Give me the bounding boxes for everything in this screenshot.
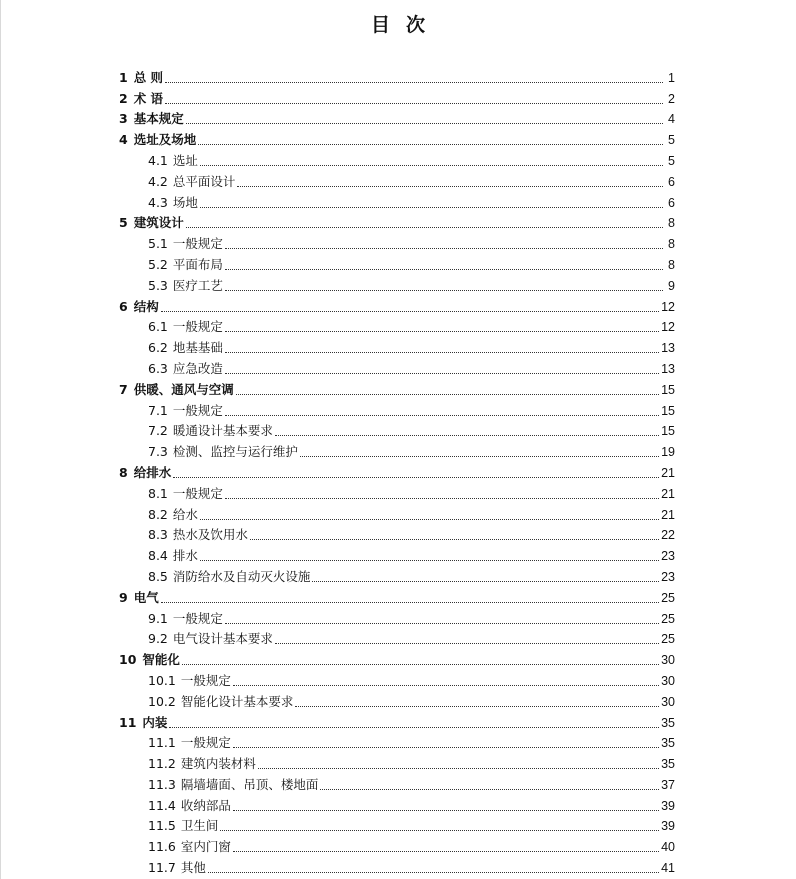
toc-entry-title: 一般规定	[172, 610, 223, 626]
toc-entry-title: 场地	[172, 194, 198, 210]
toc-entry-number: 9.2	[148, 631, 168, 647]
toc-entry-number: 10.1	[148, 672, 176, 688]
toc-entry-number: 11.2	[148, 756, 176, 772]
toc-entry-page: 2	[668, 91, 675, 106]
toc-dot-leader	[225, 414, 659, 416]
toc-section-entry[interactable]	[0, 399, 796, 420]
toc-dot-leader	[236, 393, 659, 395]
toc-entry-title: 总 则	[133, 69, 164, 85]
toc-entry-number: 7.3	[148, 444, 168, 460]
toc-entry-number: 5.2	[148, 256, 168, 272]
toc-chapter-entry[interactable]	[0, 295, 796, 316]
toc-entry-number: 11.5	[148, 818, 176, 834]
toc-entry-title: 电气	[133, 589, 159, 605]
toc-dot-leader	[161, 310, 659, 312]
toc-entry-page: 35	[661, 757, 675, 772]
toc-dot-leader	[198, 143, 663, 145]
toc-entry-page: 25	[661, 611, 675, 626]
toc-entry-page: 39	[661, 819, 675, 834]
toc-section-entry[interactable]	[0, 316, 796, 337]
toc-entry-number: 6.2	[148, 340, 168, 356]
toc-section-entry[interactable]	[0, 482, 796, 503]
toc-dot-leader	[200, 164, 663, 166]
toc-entry-page: 30	[661, 653, 675, 668]
toc-entry-title: 智能化	[142, 652, 180, 668]
toc-dot-leader	[320, 788, 659, 790]
toc-entry-page: 6	[668, 195, 675, 210]
toc-chapter-entry[interactable]	[0, 128, 796, 149]
toc-dot-leader	[173, 476, 659, 478]
toc-dot-leader	[275, 642, 659, 644]
toc-entry-title: 一般规定	[180, 735, 231, 751]
toc-chapter-entry[interactable]	[0, 87, 796, 108]
toc-entry-page: 12	[661, 299, 675, 314]
toc-entry-title: 卫生间	[180, 818, 219, 834]
toc-dot-leader	[182, 663, 659, 665]
toc-entry-page: 23	[661, 569, 675, 584]
toc-entry-page: 21	[661, 486, 675, 501]
toc-entry-number: 8.1	[148, 485, 168, 501]
toc-entry-page: 13	[661, 341, 675, 356]
toc-entry-number: 5	[119, 215, 128, 231]
toc-entry-title: 电气设计基本要求	[172, 631, 273, 647]
toc-section-entry[interactable]	[0, 628, 796, 649]
toc-title-part2: 次	[406, 14, 426, 36]
toc-entry-number: 3	[119, 111, 128, 127]
toc-dot-leader	[258, 767, 659, 769]
toc-dot-leader	[233, 684, 659, 686]
toc-entry-page: 19	[661, 445, 675, 460]
toc-dot-leader	[225, 330, 659, 332]
toc-entry-title: 选址	[172, 152, 198, 168]
toc-entry-number: 2	[119, 90, 128, 106]
toc-entry-page: 21	[661, 465, 675, 480]
toc-entry-page: 5	[668, 133, 675, 148]
toc-dot-leader	[186, 226, 663, 228]
toc-entry-page: 30	[661, 694, 675, 709]
toc-dot-leader	[225, 351, 659, 353]
toc-section-entry[interactable]	[0, 752, 796, 773]
toc-list	[0, 66, 796, 877]
toc-entry-page: 39	[661, 798, 675, 813]
toc-entry-page: 4	[668, 112, 675, 127]
toc-entry-title: 给水	[172, 506, 198, 522]
toc-dot-leader	[220, 829, 659, 831]
toc-dot-leader	[208, 871, 659, 873]
toc-entry-title: 供暖、通风与空调	[133, 381, 234, 397]
toc-entry-title: 暖通设计基本要求	[172, 423, 273, 439]
toc-section-entry[interactable]	[0, 357, 796, 378]
toc-entry-number: 10	[119, 652, 137, 668]
toc-section-entry[interactable]	[0, 191, 796, 212]
toc-entry-title: 智能化设计基本要求	[180, 693, 294, 709]
toc-entry-title: 消防给水及自动灭火设施	[172, 568, 311, 584]
toc-section-entry[interactable]	[0, 856, 796, 877]
toc-entry-page: 15	[661, 382, 675, 397]
toc-entry-page: 23	[661, 549, 675, 564]
toc-entry-title: 总平面设计	[172, 173, 236, 189]
toc-dot-leader	[225, 289, 663, 291]
toc-entry-title: 隔墙墙面、吊顶、楼地面	[180, 776, 319, 792]
toc-title-part1: 目	[370, 14, 390, 36]
toc-entry-number: 8.3	[148, 527, 168, 543]
toc-dot-leader	[161, 601, 659, 603]
toc-entry-number: 11.7	[148, 860, 176, 876]
toc-entry-page: 8	[668, 216, 675, 231]
toc-entry-title: 热水及饮用水	[172, 527, 248, 543]
toc-section-entry[interactable]	[0, 253, 796, 274]
toc-section-entry[interactable]	[0, 232, 796, 253]
toc-section-entry[interactable]	[0, 794, 796, 815]
toc-entry-number: 8.5	[148, 568, 168, 584]
toc-entry-number: 11	[119, 714, 137, 730]
toc-entry-number: 4.2	[148, 173, 168, 189]
toc-entry-number: 11.1	[148, 735, 176, 751]
toc-entry-title: 其他	[180, 860, 206, 876]
toc-dot-leader	[200, 206, 663, 208]
toc-entry-page: 13	[661, 361, 675, 376]
toc-entry-number: 11.4	[148, 797, 176, 813]
toc-chapter-entry[interactable]	[0, 108, 796, 129]
toc-entry-title: 检测、监控与运行维护	[172, 444, 298, 460]
toc-dot-leader	[169, 726, 659, 728]
toc-entry-number: 9	[119, 589, 128, 605]
toc-entry-number: 4.1	[148, 152, 168, 168]
toc-section-entry[interactable]	[0, 835, 796, 856]
toc-section-entry[interactable]	[0, 336, 796, 357]
toc-entry-title: 术 语	[133, 90, 164, 106]
toc-entry-title: 基本规定	[133, 111, 184, 127]
toc-entry-page: 25	[661, 590, 675, 605]
toc-entry-page: 35	[661, 715, 675, 730]
toc-entry-page: 15	[661, 403, 675, 418]
toc-dot-leader	[165, 81, 663, 83]
toc-entry-title: 建筑内装材料	[180, 756, 256, 772]
toc-entry-number: 1	[119, 69, 128, 85]
toc-entry-number: 9.1	[148, 610, 168, 626]
toc-entry-title: 一般规定	[172, 402, 223, 418]
toc-section-entry[interactable]	[0, 440, 796, 461]
toc-entry-title: 应急改造	[172, 360, 223, 376]
toc-section-entry[interactable]	[0, 669, 796, 690]
toc-section-entry[interactable]	[0, 274, 796, 295]
toc-entry-number: 11.6	[148, 839, 176, 855]
toc-section-entry[interactable]	[0, 503, 796, 524]
toc-entry-page: 22	[661, 528, 675, 543]
toc-entry-title: 选址及场地	[133, 132, 197, 148]
toc-entry-title: 一般规定	[180, 672, 231, 688]
toc-entry-title: 建筑设计	[133, 215, 184, 231]
toc-entry-page: 41	[661, 861, 675, 876]
toc-entry-number: 8	[119, 464, 128, 480]
toc-dot-leader	[295, 705, 659, 707]
toc-entry-number: 6.1	[148, 319, 168, 335]
toc-entry-number: 11.3	[148, 776, 176, 792]
toc-entry-title: 室内门窗	[180, 839, 231, 855]
toc-entry-page: 1	[668, 70, 675, 85]
toc-dot-leader	[225, 372, 659, 374]
toc-dot-leader	[165, 102, 663, 104]
toc-dot-leader	[225, 268, 663, 270]
toc-entry-page: 8	[668, 237, 675, 252]
toc-dot-leader	[300, 455, 659, 457]
toc-entry-title: 一般规定	[172, 485, 223, 501]
toc-dot-leader	[233, 809, 659, 811]
toc-entry-page: 8	[668, 257, 675, 272]
toc-entry-page: 6	[668, 174, 675, 189]
toc-entry-number: 8.2	[148, 506, 168, 522]
toc-entry-page: 30	[661, 673, 675, 688]
toc-entry-page: 37	[661, 777, 675, 792]
toc-chapter-entry[interactable]	[0, 378, 796, 399]
toc-dot-leader	[225, 622, 659, 624]
toc-entry-number: 4	[119, 132, 128, 148]
toc-dot-leader	[200, 518, 659, 520]
toc-dot-leader	[250, 538, 659, 540]
toc-section-entry[interactable]	[0, 690, 796, 711]
toc-chapter-entry[interactable]	[0, 586, 796, 607]
toc-chapter-entry[interactable]	[0, 648, 796, 669]
toc-section-entry[interactable]	[0, 524, 796, 545]
toc-entry-page: 25	[661, 632, 675, 647]
toc-entry-number: 5.1	[148, 236, 168, 252]
toc-chapter-entry[interactable]	[0, 461, 796, 482]
toc-entry-number: 5.3	[148, 277, 168, 293]
toc-chapter-entry[interactable]	[0, 711, 796, 732]
toc-entry-number: 8.4	[148, 548, 168, 564]
toc-entry-title: 结构	[133, 298, 159, 314]
toc-dot-leader	[225, 497, 659, 499]
toc-dot-leader	[200, 559, 659, 561]
toc-section-entry[interactable]	[0, 607, 796, 628]
toc-entry-page: 21	[661, 507, 675, 522]
toc-entry-page: 12	[661, 320, 675, 335]
toc-dot-leader	[233, 746, 659, 748]
toc-entry-page: 15	[661, 424, 675, 439]
toc-entry-number: 6.3	[148, 360, 168, 376]
toc-section-entry[interactable]	[0, 149, 796, 170]
toc-entry-number: 7	[119, 381, 128, 397]
toc-entry-title: 内装	[142, 714, 168, 730]
toc-entry-title: 地基基础	[172, 340, 223, 356]
toc-entry-number: 6	[119, 298, 128, 314]
toc-section-entry[interactable]	[0, 732, 796, 753]
toc-entry-title: 平面布局	[172, 256, 223, 272]
toc-entry-number: 7.2	[148, 423, 168, 439]
toc-entry-number: 10.2	[148, 693, 176, 709]
toc-section-entry[interactable]	[0, 170, 796, 191]
toc-section-entry[interactable]	[0, 773, 796, 794]
toc-section-entry[interactable]	[0, 815, 796, 836]
toc-entry-title: 医疗工艺	[172, 277, 223, 293]
toc-title	[0, 12, 796, 38]
toc-dot-leader	[312, 580, 659, 582]
toc-entry-title: 一般规定	[172, 319, 223, 335]
toc-chapter-entry[interactable]	[0, 212, 796, 233]
toc-chapter-entry[interactable]	[0, 66, 796, 87]
toc-dot-leader	[237, 185, 663, 187]
toc-dot-leader	[275, 434, 659, 436]
toc-section-entry[interactable]	[0, 565, 796, 586]
toc-entry-title: 排水	[172, 548, 198, 564]
toc-entry-title: 一般规定	[172, 236, 223, 252]
toc-section-entry[interactable]	[0, 544, 796, 565]
toc-dot-leader	[233, 850, 659, 852]
toc-entry-page: 40	[661, 840, 675, 855]
toc-dot-leader	[186, 122, 663, 124]
toc-entry-page: 35	[661, 736, 675, 751]
toc-section-entry[interactable]	[0, 420, 796, 441]
toc-entry-page: 5	[668, 153, 675, 168]
toc-entry-title: 收纳部品	[180, 797, 231, 813]
toc-entry-title: 给排水	[133, 464, 172, 480]
toc-entry-page: 9	[668, 278, 675, 293]
toc-dot-leader	[225, 247, 663, 249]
toc-entry-number: 4.3	[148, 194, 168, 210]
toc-entry-number: 7.1	[148, 402, 168, 418]
